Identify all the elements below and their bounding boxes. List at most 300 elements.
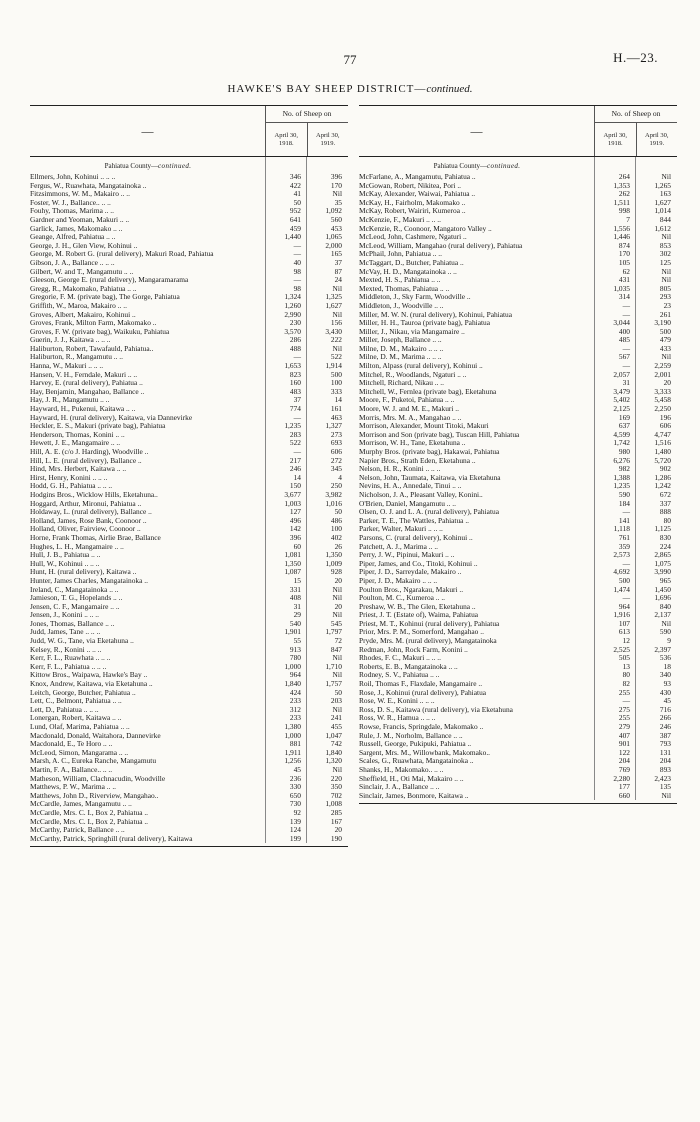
sheep-1919: 522 — [330, 352, 342, 362]
owner-name: Henderson, Thomas, Konini .. .. — [30, 430, 125, 439]
sheep-1919: 453 — [330, 223, 342, 233]
sheep-1918: 2,525 — [613, 644, 630, 654]
sheep-1919: 1,327 — [325, 421, 342, 431]
sheep-1918: 7 — [626, 214, 630, 224]
sheep-1919: 1,516 — [654, 438, 671, 448]
sheep-1919: 4,747 — [654, 429, 671, 439]
owner-name: Lett, D., Pahiatua .. .. .. — [30, 705, 99, 714]
owner-name: Prior, Mrs. P. M., Somerford, Mangahao .. — [359, 628, 484, 637]
sheep-1918: 488 — [289, 343, 301, 353]
sheep-1918: — — [293, 352, 301, 362]
sheep-1918: 359 — [618, 541, 630, 551]
sheep-1918: 761 — [618, 532, 630, 542]
owner-name: Gregorie, F. M. (private bag), The Gorge, Pahiatua — [30, 293, 180, 302]
sheep-1918: 92 — [293, 807, 301, 817]
owner-name: Mexted, H. S., Pahiatua .. .. — [359, 276, 441, 285]
sheep-1919: 1,320 — [325, 756, 342, 766]
sheep-1919: 2,865 — [654, 550, 671, 560]
sheep-1919: 853 — [659, 240, 671, 250]
sheep-1918: 13 — [622, 661, 630, 671]
owner-name: Hunter, James Charles, Mangatainoka .. — [30, 576, 148, 585]
sheep-1918: 246 — [289, 464, 301, 474]
sheep-1918: 1,118 — [613, 524, 630, 534]
sheep-1918: 12 — [622, 636, 630, 646]
owner-name: McKenzie, R., Coonoor, Mangatoro Valley .. — [359, 224, 492, 233]
sheep-1918: 122 — [618, 747, 630, 757]
sheep-1919: 742 — [330, 739, 342, 749]
sheep-1918: 217 — [289, 455, 301, 465]
owner-name: McGowan, Robert, Nikitea, Pori .. — [359, 181, 462, 190]
owner-name: Horne, Frank Thomas, Airlie Brae, Ballance — [30, 533, 161, 542]
owner-name: Gibson, J. A., Ballance .. .. .. — [30, 258, 115, 267]
owner-name: McKay, H., Fairholm, Makomako .. — [359, 198, 466, 207]
sheep-1918: 952 — [289, 206, 301, 216]
owner-name: Morrison, Alexander, Mount Titoki, Makuri — [359, 422, 489, 431]
sheep-1919: 165 — [330, 249, 342, 259]
owner-name: Judd, W. G., Tane, via Eketahuna .. — [30, 637, 134, 646]
owner-name: Miller, M. W. N. (rural delivery), Kohinui, Pahiatua — [359, 310, 513, 319]
sheep-1918: 424 — [289, 687, 301, 697]
owner-name: Harvey, E. (rural delivery), Pahiatua .. — [30, 379, 143, 388]
page-title — [0, 83, 700, 95]
owner-name: Hill, L. E. (rural delivery), Ballance .. — [30, 456, 142, 465]
sheep-1919: 590 — [659, 627, 671, 637]
sheep-1919: 805 — [659, 283, 671, 293]
year-1918-header: April 30, 1918. — [274, 131, 298, 147]
owner-name: Fouhy, Thomas, Marima .. .. — [30, 207, 114, 216]
owner-name: Judd, James, Tane .. .. .. — [30, 628, 101, 637]
sheep-1919: 433 — [659, 343, 671, 353]
owner-name: Ross, D. S., Kaitawa (rural delivery), via Eketahuna — [359, 705, 513, 714]
sheep-1919: 702 — [330, 790, 342, 800]
owner-name: Shanks, H., Makomako.. .. .. — [359, 765, 444, 774]
owner-name: Rhodes, F. C., Makuri .. .. .. — [359, 654, 441, 663]
sheep-1918: 1,081 — [284, 550, 301, 560]
sheep-1918: 82 — [622, 679, 630, 689]
sheep-1919: Nil — [661, 275, 671, 285]
sheep-1918: 314 — [618, 292, 630, 302]
sheep-1918: 127 — [289, 507, 301, 517]
owner-name: Priest, J. T. (Estate of), Waima, Pahiatua — [359, 611, 479, 620]
owner-name: Mitchel, R., Woodlands, Ngaturi .. .. — [359, 370, 467, 379]
owner-name: Murphy Bros. (private bag), Hakawai, Pahiatua — [359, 448, 500, 456]
sheep-1919: 1,009 — [325, 558, 342, 568]
sheep-1918: 874 — [618, 240, 630, 250]
sheep-1918: 1,440 — [284, 232, 301, 242]
owner-name: Napier Bros., Strath Eden, Eketahuna .. — [359, 456, 476, 465]
sheep-1918: — — [622, 300, 630, 310]
sheep-1919: 196 — [659, 412, 671, 422]
owner-name: Martin, F. A., Ballance.. .. .. — [30, 765, 113, 774]
sheep-1919: 35 — [334, 197, 342, 207]
sheep-1919: 716 — [659, 704, 671, 714]
owner-name: Kerr, F. L., Pahiatua .. .. .. — [30, 662, 107, 671]
sheep-1919: 847 — [330, 644, 342, 654]
owner-name: Parker, Walter, Makuri .. .. .. — [359, 525, 443, 534]
sheep-1918: — — [622, 361, 630, 371]
sheep-1918: 233 — [289, 713, 301, 723]
sheep-header-label: No. of Sheep on — [266, 106, 348, 123]
sheep-1919: Nil — [332, 584, 342, 594]
table-body — [359, 157, 677, 800]
sheep-1919: 170 — [330, 180, 342, 190]
sheep-1918: 505 — [618, 653, 630, 663]
owner-name: Hansen, V. H., Ferndale, Makuri .. .. — [30, 370, 138, 379]
sheep-1919: 1,242 — [654, 481, 671, 491]
owner-name: George, M. Robert G. (rural delivery), Makuri Road, Pahiatua — [30, 250, 214, 259]
owner-name: Matheson, William, Clachnacudin, Woodville — [30, 774, 166, 783]
sheep-1918: 1,380 — [284, 722, 301, 731]
sheep-1918: 142 — [289, 524, 301, 534]
sheep-1918: 230 — [289, 318, 301, 328]
sheep-1918: 567 — [618, 352, 630, 362]
sheep-1919: 2,397 — [654, 644, 671, 654]
sheep-1918: 1,235 — [284, 421, 301, 431]
sheep-1919: 2,137 — [654, 610, 671, 620]
sheep-1918: 964 — [289, 670, 301, 680]
sheep-1919: Nil — [661, 266, 671, 276]
sheep-1918: 279 — [618, 722, 630, 731]
sheep-1918: 1,556 — [613, 223, 630, 233]
sheep-1919: 26 — [334, 541, 342, 551]
sheep-1919: 3,333 — [654, 386, 671, 396]
sheep-1919: 965 — [659, 575, 671, 585]
sheep-1919: 672 — [659, 489, 671, 499]
sheep-1918: 483 — [289, 386, 301, 396]
owner-name: Hay, J. R., Mangamutu .. .. — [30, 396, 110, 405]
sheep-1919: 20 — [334, 825, 342, 835]
owner-name: Jones, Thomas, Ballance .. .. — [30, 619, 115, 628]
sheep-1919: 204 — [659, 756, 671, 766]
owner-name: Ellmers, John, Kohinui .. .. .. — [30, 173, 116, 181]
sheep-1918: 170 — [618, 249, 630, 259]
sheep-1918: 590 — [618, 489, 630, 499]
sheep-1918: 1,000 — [284, 661, 301, 671]
sheep-1918: 769 — [618, 764, 630, 774]
sheep-1919: 222 — [330, 335, 342, 345]
owner-name: Poulton, M. C., Kumeroa .. .. — [359, 594, 446, 603]
sheep-1918: 286 — [289, 335, 301, 345]
sheep-1918: 1,256 — [284, 756, 301, 766]
sheep-1919: 4 — [338, 472, 342, 482]
sheep-1918: 312 — [289, 704, 301, 714]
sheep-1918: 6,276 — [613, 455, 630, 465]
sheep-1919: 302 — [659, 249, 671, 259]
sheep-1918: — — [293, 275, 301, 285]
owner-name: McCardle, Mrs. C. I., Box 2, Pahiatua .. — [30, 817, 149, 826]
sheep-1918: 980 — [618, 447, 630, 456]
sheep-1918: 613 — [618, 627, 630, 637]
sheep-1918: 255 — [618, 687, 630, 697]
owner-name: Olsen, O. J. and L. A. (rural delivery), Pahiatua — [359, 508, 499, 517]
sheep-1919: 272 — [330, 455, 342, 465]
sheep-1918: 264 — [618, 172, 630, 181]
owner-name: Middleton, J., Sky Farm, Woodville .. — [359, 293, 471, 302]
owner-name: Knox, Andrew, Kaitawa, via Eketahuna .. — [30, 680, 153, 689]
sheep-1919: Nil — [332, 309, 342, 319]
sheep-1918: 982 — [618, 464, 630, 474]
owner-name: Marsh, A. C., Eureka Ranche, Mangamutu — [30, 757, 157, 766]
sheep-1918: — — [622, 593, 630, 603]
owner-name: Ross, W. R., Hamua .. .. .. — [359, 714, 436, 723]
owner-name: Rowse, Francis, Springdale, Makomako .. — [359, 723, 484, 731]
sheep-1918: — — [622, 696, 630, 706]
owner-name: Piper, J. D., Sarreydale, Makairo .. — [359, 568, 462, 577]
sheep-1919: 93 — [663, 679, 671, 689]
sheep-1919: 135 — [659, 782, 671, 792]
sheep-1918: 1,260 — [284, 300, 301, 310]
sheep-1918: 637 — [618, 421, 630, 431]
sheep-1918: 396 — [289, 532, 301, 542]
sheep-1919: 396 — [330, 172, 342, 181]
owner-name: Roil, Thomas F., Flaxdale, Mangamaire .. — [359, 680, 483, 689]
sheep-1918: 233 — [289, 696, 301, 706]
sheep-1919: 285 — [330, 807, 342, 817]
owner-name: McKay, Robert, Wairiri, Kumeroa .. — [359, 207, 466, 216]
sheep-1919: 156 — [330, 318, 342, 328]
sheep-1919: 250 — [330, 481, 342, 491]
owner-name: Parsons, C. (rural delivery), Kohinui .. — [359, 533, 473, 542]
sheep-1919: 333 — [330, 386, 342, 396]
owner-name: McPhail, John, Pahiatua .. .. — [359, 250, 442, 259]
owner-name: McKay, Alexander, Waiwai, Pahiatua .. — [359, 190, 476, 199]
sheep-1918: 1,901 — [284, 627, 301, 637]
sheep-1919: 1,350 — [325, 550, 342, 560]
owner-name: Gardner and Yeoman, Makuri .. .. — [30, 215, 130, 224]
sheep-1919: 387 — [659, 730, 671, 740]
sheep-1918: 3,677 — [284, 489, 301, 499]
sheep-1919: 2,001 — [654, 369, 671, 379]
sheep-1919: Nil — [332, 653, 342, 663]
sheep-1918: 400 — [618, 326, 630, 336]
owner-name: Heckler, E. S., Makuri (private bag), Pahiatua — [30, 422, 166, 431]
owner-name: Guerin, J. J., Kaitawa .. .. .. — [30, 336, 111, 345]
owner-name: Moore, F., Puketoi, Pahiatua .. .. — [359, 396, 455, 405]
sheep-1919: 1,840 — [325, 747, 342, 757]
owner-name: Haliburton, R., Mangamutu .. .. — [30, 353, 123, 362]
owner-name: Scales, G., Ruawhata, Mangatainoka .. — [359, 757, 474, 766]
table-body — [30, 157, 348, 843]
sheep-count-header — [595, 106, 677, 156]
sheep-1919: 167 — [330, 816, 342, 826]
owner-name: Mitchell, Richard, Nikau .. .. — [359, 379, 444, 388]
sheep-1918: 150 — [289, 481, 301, 491]
sheep-1919: 72 — [334, 636, 342, 646]
title-main: HAWKE'S BAY SHEEP DISTRICT— — [227, 83, 427, 95]
owner-name: Kerr, F. L., Ruawhata .. .. .. — [30, 654, 111, 663]
sheep-1919: Nil — [332, 764, 342, 774]
sheep-1918: 1,003 — [284, 498, 301, 508]
sheep-1918: 2,280 — [613, 773, 630, 783]
sheep-1918: 500 — [618, 575, 630, 585]
owner-name: Morris, Mrs. M. A., Mangahao .. .. — [359, 413, 462, 422]
sheep-1918: 262 — [618, 189, 630, 199]
owner-name: Garlick, James, Makomako .. .. — [30, 224, 123, 233]
owner-name: Holland, Oliver, Fairview, Coonoor .. — [30, 525, 141, 534]
sheep-1919: 1,710 — [325, 661, 342, 671]
sheep-1918: 1,511 — [613, 197, 630, 207]
sheep-1918: 255 — [618, 713, 630, 723]
sheep-1919: 1,014 — [654, 206, 671, 216]
table-bottom-rule — [359, 803, 677, 804]
sheep-1919: 500 — [330, 369, 342, 379]
sheep-1918: 50 — [293, 197, 301, 207]
owner-name: Hind, Mrs. Herbert, Kaitawa .. .. — [30, 465, 127, 474]
owner-name: Kittow Bros., Waipawa, Hawke's Bay .. — [30, 671, 148, 680]
sheep-1919: 100 — [330, 378, 342, 388]
sheep-1919: Nil — [332, 283, 342, 293]
sheep-1918: 408 — [289, 593, 301, 603]
sheep-1918: 1,446 — [613, 232, 630, 242]
owner-name: Middleton, J., Woodville .. .. — [359, 301, 444, 310]
owner-name: Moore, W. J. and M. E., Makuri .. — [359, 405, 459, 414]
owner-name: McLeod, John, Cashmere, Ngaturi .. — [359, 233, 467, 242]
owner-name: Jensen, C. F., Mangamaire .. .. — [30, 602, 120, 611]
sheep-1918: 31 — [622, 378, 630, 388]
owner-name: Hodd, G. H., Pahiatua .. .. .. — [30, 482, 113, 491]
sheep-1918: 496 — [289, 515, 301, 525]
sheep-1919: Nil — [332, 343, 342, 353]
sheep-1919: 5,458 — [654, 395, 671, 405]
sheep-1918: — — [293, 412, 301, 422]
sheep-1918: 80 — [622, 670, 630, 680]
owner-name: Lonergan, Robert, Kaitawa .. .. — [30, 714, 122, 723]
sheep-1918: 141 — [618, 515, 630, 525]
sheep-1918: 40 — [293, 257, 301, 267]
owner-name: Gilbert, W. and T., Mangamutu .. .. — [30, 267, 134, 276]
owner-name: Sheffield, H., Oti Mai, Makairo .. .. — [359, 774, 464, 783]
sheep-1918: 98 — [293, 283, 301, 293]
sheep-1919: Nil — [661, 618, 671, 628]
sheep-1918: 998 — [618, 206, 630, 216]
owner-name: Kelsey, R., Konini .. .. .. — [30, 645, 102, 654]
table-row — [359, 792, 677, 801]
owner-name: Milne, D. M., Makairo .. .. .. — [359, 344, 444, 353]
owner-name: Griffith, W., Maroa, Makairo .. .. — [30, 301, 127, 310]
sheep-1919: 125 — [659, 257, 671, 267]
sheep-1919: 203 — [330, 696, 342, 706]
sheep-1919: 606 — [330, 447, 342, 456]
sheep-1918: 650 — [289, 790, 301, 800]
title-continued: continued. — [426, 83, 473, 95]
sheep-1918: 199 — [289, 833, 301, 843]
owner-name: Gleeson, George E. (rural delivery), Mangaramarama — [30, 276, 189, 285]
sheep-1919: 830 — [659, 532, 671, 542]
sheep-1918: 1,087 — [284, 567, 301, 577]
owner-name: Nicholson, J. A., Pleasant Valley, Konini.. — [359, 490, 483, 499]
sheep-1918: 660 — [618, 790, 630, 800]
sheep-1919: 3,990 — [654, 567, 671, 577]
sheep-1919: 3,982 — [325, 489, 342, 499]
sheep-1918: 1,474 — [613, 584, 630, 594]
sheep-1918: 4,692 — [613, 567, 630, 577]
sheep-1919: 1,797 — [325, 627, 342, 637]
sheep-1919: 87 — [334, 266, 342, 276]
sheep-1918: 1,388 — [613, 472, 630, 482]
sheep-1919: Nil — [661, 232, 671, 242]
owner-name: Leitch, George, Butcher, Pahiatua .. — [30, 688, 136, 697]
sheep-1919: 455 — [330, 722, 342, 731]
sheep-1918: 964 — [618, 601, 630, 611]
sheep-1919: 345 — [330, 464, 342, 474]
owner-name: Haliburton, Robert, Tawafauld, Pahiatua.. — [30, 344, 154, 353]
owner-name: Fitzsimmons, W. M., Makairo .. .. — [30, 190, 130, 199]
owner-name: Morrison and Son (private bag), Tuscan Hill, Pahiatua — [359, 430, 520, 439]
owner-name: Geange, Alfred, Pahiatua .. .. — [30, 233, 116, 242]
table-header — [30, 105, 348, 157]
sheep-1918: 2,125 — [613, 404, 630, 414]
sheep-1919: 486 — [330, 515, 342, 525]
sheep-1919: 266 — [659, 713, 671, 723]
sheep-1918: 4,599 — [613, 429, 630, 439]
sheep-1918: 459 — [289, 223, 301, 233]
sheep-1919: 1,047 — [325, 730, 342, 740]
sheep-1919: 902 — [659, 464, 671, 474]
sheep-1918: 98 — [293, 266, 301, 276]
owner-name: Fergus, W., Ruawhata, Mangatainoka .. — [30, 181, 147, 190]
sheep-1919: 241 — [330, 713, 342, 723]
owner-name: Miller, H. H., Tauroa (private bag), Pahiatua — [359, 319, 491, 328]
sheep-1918: 31 — [293, 601, 301, 611]
owner-name: Parker, T. E., The Wattles, Pahiatua .. — [359, 516, 470, 525]
sheep-header-label: No. of Sheep on — [595, 106, 677, 123]
sheep-1918: — — [293, 240, 301, 250]
owner-name: Poulton Bros., Ngarakau, Makuri .. — [359, 585, 464, 594]
sheep-1918: 331 — [289, 584, 301, 594]
sheep-1919: 479 — [659, 335, 671, 345]
sheep-1919: 1,627 — [325, 300, 342, 310]
county-heading: Pahiatua County—continued. — [433, 162, 521, 170]
owner-name: Preshaw, W. B., The Glen, Eketahuna .. — [359, 602, 476, 611]
sheep-1919: 261 — [659, 309, 671, 319]
owner-name: Matthews, John D., Riverview, Mangahao.. — [30, 791, 159, 800]
page-reference: H.—23. — [613, 50, 658, 65]
left-sheep-table — [30, 105, 348, 847]
sheep-1919: 793 — [659, 739, 671, 749]
sheep-1918: 780 — [289, 653, 301, 663]
sheep-1918: 37 — [293, 395, 301, 405]
sheep-1919: 928 — [330, 567, 342, 577]
sheep-1919: 20 — [663, 378, 671, 388]
sheep-1919: 273 — [330, 429, 342, 439]
sheep-1918: 105 — [618, 257, 630, 267]
year-1919-header: April 30, 1919. — [307, 123, 349, 156]
owner-name: Miller, J., Nikau, via Mangamaire .. — [359, 327, 465, 336]
sheep-1918: 1,000 — [284, 730, 301, 740]
sheep-1918: 522 — [289, 438, 301, 448]
sheep-1919: 1,696 — [654, 593, 671, 603]
sheep-1918: 1,742 — [613, 438, 630, 448]
sheep-1918: 41 — [293, 189, 301, 199]
sheep-1918: 1,324 — [284, 292, 301, 302]
sheep-1918: 901 — [618, 739, 630, 749]
sheep-1918: — — [293, 447, 301, 456]
sheep-1918: 1,350 — [284, 558, 301, 568]
sheep-1919: 888 — [659, 507, 671, 517]
sheep-1919: 37 — [334, 257, 342, 267]
owner-name: Hayward, H. (rural delivery), Kaitawa, via Dannevirke — [30, 413, 193, 422]
sheep-1919: 50 — [334, 687, 342, 697]
sheep-1918: 169 — [618, 412, 630, 422]
sheep-1919: 1,914 — [325, 361, 342, 371]
sheep-1919: 840 — [659, 601, 671, 611]
sheep-1918: 730 — [289, 799, 301, 809]
owner-name: Mitchell, W., Fernlea (private bag), Eketahuna — [359, 387, 497, 396]
owner-name: Hewett, J. E., Mangamaire .. .. — [30, 439, 121, 448]
sheep-1918: 540 — [289, 618, 301, 628]
owner-name: McKenzie, F., Makuri .. .. .. — [359, 215, 441, 224]
sheep-1919: 500 — [659, 326, 671, 336]
